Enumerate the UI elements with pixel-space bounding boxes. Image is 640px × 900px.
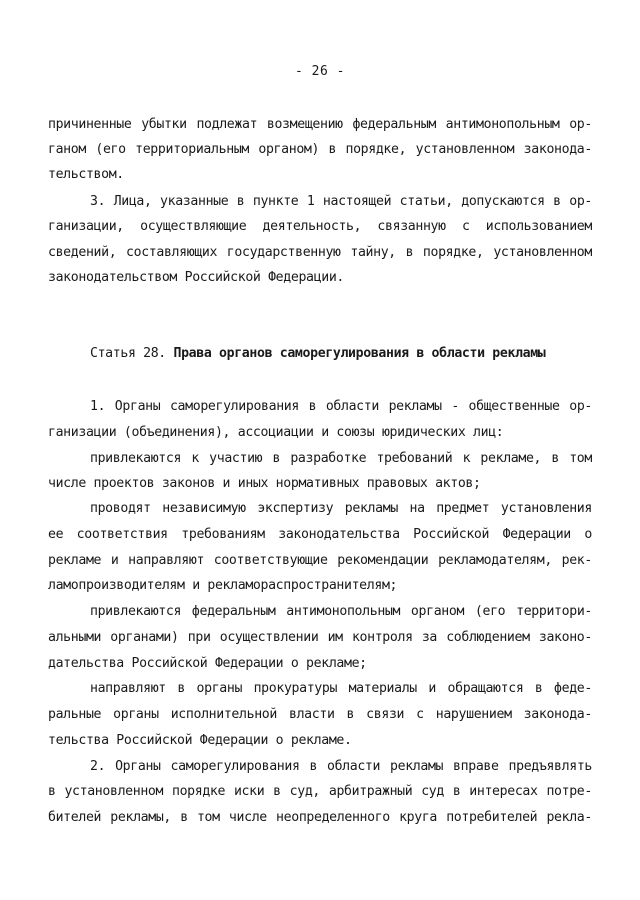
text-line: привлекаются к участию в разработке требований к рекламе, в том	[90, 451, 592, 466]
text-line: ганизации, осуществляющие деятельность, связанную с использованием	[48, 219, 592, 234]
text-line: сведений, составляющих государственную тайну, в порядке, установленном	[48, 245, 592, 260]
article-heading	[90, 346, 545, 362]
text-line: ганом (его территориальным органом) в порядке, установленном законода-	[48, 142, 592, 157]
text-line: привлекаются федеральным антимонопольным органом (его территори-	[90, 604, 592, 619]
article-label: Статья 28.	[90, 346, 166, 361]
text-line: тельством.	[48, 167, 124, 182]
text-line: проводят независимую экспертизу рекламы на предмет установления	[90, 501, 592, 516]
text-line: в установленном порядке иски в суд, арбитражный суд в интересах потре-	[48, 784, 592, 799]
text-line: тельства Российской Федерации о рекламе.	[48, 733, 352, 748]
text-line: рекламе и направляют соответствующие рекомендации рекламодателям, рек-	[48, 553, 592, 568]
text-line: 1. Органы саморегулирования в области рекламы - общественные ор-	[90, 399, 592, 414]
text-line: 3. Лица, указанные в пункте 1 настоящей статьи, допускаются в ор-	[90, 194, 592, 209]
text-line: законодательством Российской Федерации.	[48, 270, 344, 285]
text-line: причиненные убытки подлежат возмещению федеральным антимонопольным ор-	[48, 117, 592, 132]
text-line: бителей рекламы, в том числе неопределенного круга потребителей рекла-	[48, 810, 592, 825]
text-line: альными органами) при осуществлении им контроля за соблюдением законо-	[48, 630, 592, 645]
page-number: - 26 -	[295, 64, 345, 79]
text-line: числе проектов законов и иных нормативных правовых актов;	[48, 476, 481, 491]
text-line: дательства Российской Федерации о рекламе;	[48, 656, 367, 671]
text-line: ее соответствия требованиям законодательства Российской Федерации о	[48, 527, 592, 542]
text-line: ламопроизводителям и рекламораспространителям;	[48, 578, 398, 593]
text-line: направляют в органы прокуратуры материалы и обращаются в феде-	[90, 681, 592, 696]
text-line: 2. Органы саморегулирования в области рекламы вправе предъявлять	[90, 759, 592, 774]
text-line: ганизации (объединения), ассоциации и союзы юридических лиц:	[48, 425, 504, 440]
text-line: ральные органы исполнительной власти в связи с нарушением законода-	[48, 707, 592, 722]
article-title: Права органов саморегулирования в области рекламы	[173, 346, 546, 361]
